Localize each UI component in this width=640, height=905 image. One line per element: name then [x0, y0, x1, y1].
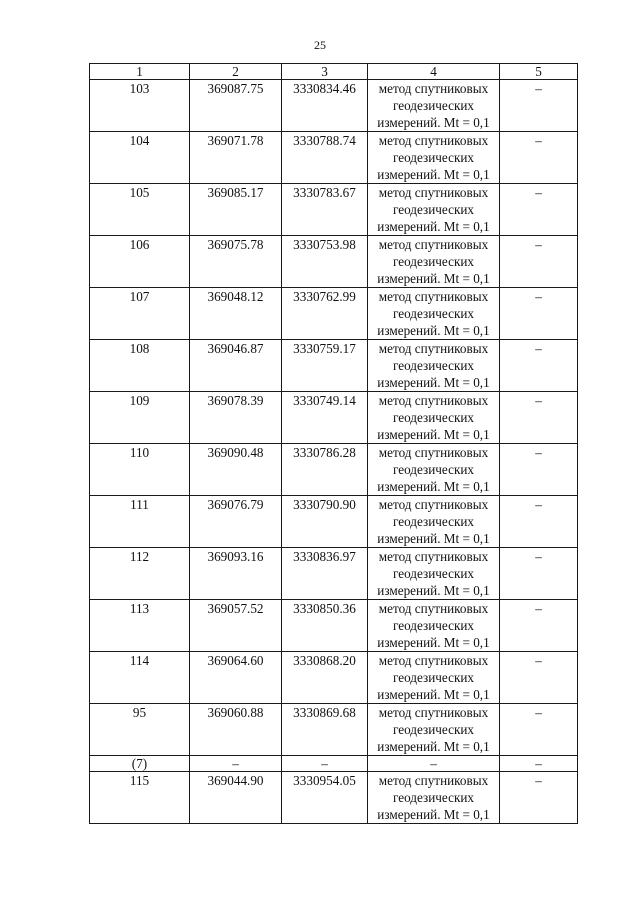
x-coordinate-cell: 369090.48: [190, 444, 282, 496]
note-cell: –: [500, 236, 578, 288]
x-coordinate-cell: 369087.75: [190, 80, 282, 132]
point-number-cell: (7): [90, 756, 190, 772]
note-cell: –: [500, 340, 578, 392]
y-coordinate-cell: 3330850.36: [282, 600, 368, 652]
y-coordinate-cell: 3330836.97: [282, 548, 368, 600]
x-coordinate-cell: 369046.87: [190, 340, 282, 392]
table-row: [90, 652, 578, 704]
column-header-5: 5: [500, 64, 578, 80]
coordinates-table: [89, 63, 578, 824]
note-cell: –: [500, 652, 578, 704]
point-number-cell: 105: [90, 184, 190, 236]
x-coordinate-cell: 369078.39: [190, 392, 282, 444]
y-coordinate-cell: 3330786.28: [282, 444, 368, 496]
x-coordinate-cell: 369064.60: [190, 652, 282, 704]
column-header-1: 1: [90, 64, 190, 80]
table-row: [90, 756, 578, 772]
point-number-cell: 108: [90, 340, 190, 392]
x-coordinate-cell: 369044.90: [190, 772, 282, 824]
point-number-cell: 107: [90, 288, 190, 340]
point-number-cell: 113: [90, 600, 190, 652]
column-header-4: 4: [368, 64, 500, 80]
note-cell: –: [500, 444, 578, 496]
point-number-cell: 95: [90, 704, 190, 756]
table-row: [90, 184, 578, 236]
point-number-cell: 114: [90, 652, 190, 704]
table-row: [90, 80, 578, 132]
y-coordinate-cell: 3330783.67: [282, 184, 368, 236]
y-coordinate-cell: 3330788.74: [282, 132, 368, 184]
point-number-cell: 111: [90, 496, 190, 548]
page-number: 25: [314, 38, 326, 52]
column-header-3: 3: [282, 64, 368, 80]
method-cell: метод спутниковых геодезических измерений. Mt = 0,1: [368, 236, 500, 288]
method-cell: метод спутниковых геодезических измерений. Mt = 0,1: [368, 548, 500, 600]
note-cell: –: [500, 288, 578, 340]
x-coordinate-cell: 369093.16: [190, 548, 282, 600]
y-coordinate-cell: 3330868.20: [282, 652, 368, 704]
y-coordinate-cell: 3330753.98: [282, 236, 368, 288]
note-cell: –: [500, 184, 578, 236]
note-cell: –: [500, 704, 578, 756]
note-cell: –: [500, 80, 578, 132]
x-coordinate-cell: 369075.78: [190, 236, 282, 288]
method-cell: метод спутниковых геодезических измерений. Mt = 0,1: [368, 80, 500, 132]
table-row: [90, 340, 578, 392]
x-coordinate-cell: 369085.17: [190, 184, 282, 236]
point-number-cell: 104: [90, 132, 190, 184]
table-row: [90, 772, 578, 824]
y-coordinate-cell: –: [282, 756, 368, 772]
point-number-cell: 112: [90, 548, 190, 600]
method-cell: метод спутниковых геодезических измерений. Mt = 0,1: [368, 132, 500, 184]
table-row: [90, 444, 578, 496]
y-coordinate-cell: 3330790.90: [282, 496, 368, 548]
table-row: [90, 704, 578, 756]
method-cell: метод спутниковых геодезических измерений. Mt = 0,1: [368, 652, 500, 704]
x-coordinate-cell: 369071.78: [190, 132, 282, 184]
method-cell: метод спутниковых геодезических измерений. Mt = 0,1: [368, 496, 500, 548]
method-cell: метод спутниковых геодезических измерений. Mt = 0,1: [368, 600, 500, 652]
note-cell: –: [500, 772, 578, 824]
method-cell: метод спутниковых геодезических измерений. Mt = 0,1: [368, 392, 500, 444]
y-coordinate-cell: 3330762.99: [282, 288, 368, 340]
point-number-cell: 109: [90, 392, 190, 444]
x-coordinate-cell: 369060.88: [190, 704, 282, 756]
note-cell: –: [500, 392, 578, 444]
method-cell: метод спутниковых геодезических измерений. Mt = 0,1: [368, 444, 500, 496]
table-row: [90, 132, 578, 184]
table-row: [90, 236, 578, 288]
y-coordinate-cell: 3330759.17: [282, 340, 368, 392]
y-coordinate-cell: 3330834.46: [282, 80, 368, 132]
note-cell: –: [500, 600, 578, 652]
method-cell: метод спутниковых геодезических измерений. Mt = 0,1: [368, 772, 500, 824]
method-cell: метод спутниковых геодезических измерений. Mt = 0,1: [368, 184, 500, 236]
table-body: [90, 80, 578, 824]
method-cell: метод спутниковых геодезических измерений. Mt = 0,1: [368, 340, 500, 392]
header-row: [90, 64, 578, 80]
column-header-2: 2: [190, 64, 282, 80]
point-number-cell: 115: [90, 772, 190, 824]
method-cell: –: [368, 756, 500, 772]
y-coordinate-cell: 3330749.14: [282, 392, 368, 444]
table-header: [90, 64, 578, 80]
note-cell: –: [500, 548, 578, 600]
note-cell: –: [500, 496, 578, 548]
x-coordinate-cell: 369057.52: [190, 600, 282, 652]
x-coordinate-cell: 369076.79: [190, 496, 282, 548]
table-row: [90, 600, 578, 652]
x-coordinate-cell: 369048.12: [190, 288, 282, 340]
point-number-cell: 110: [90, 444, 190, 496]
method-cell: метод спутниковых геодезических измерений. Mt = 0,1: [368, 704, 500, 756]
note-cell: –: [500, 756, 578, 772]
table-row: [90, 496, 578, 548]
table-row: [90, 548, 578, 600]
point-number-cell: 106: [90, 236, 190, 288]
note-cell: –: [500, 132, 578, 184]
method-cell: метод спутниковых геодезических измерений. Mt = 0,1: [368, 288, 500, 340]
table-row: [90, 288, 578, 340]
point-number-cell: 103: [90, 80, 190, 132]
y-coordinate-cell: 3330954.05: [282, 772, 368, 824]
table-row: [90, 392, 578, 444]
x-coordinate-cell: –: [190, 756, 282, 772]
y-coordinate-cell: 3330869.68: [282, 704, 368, 756]
